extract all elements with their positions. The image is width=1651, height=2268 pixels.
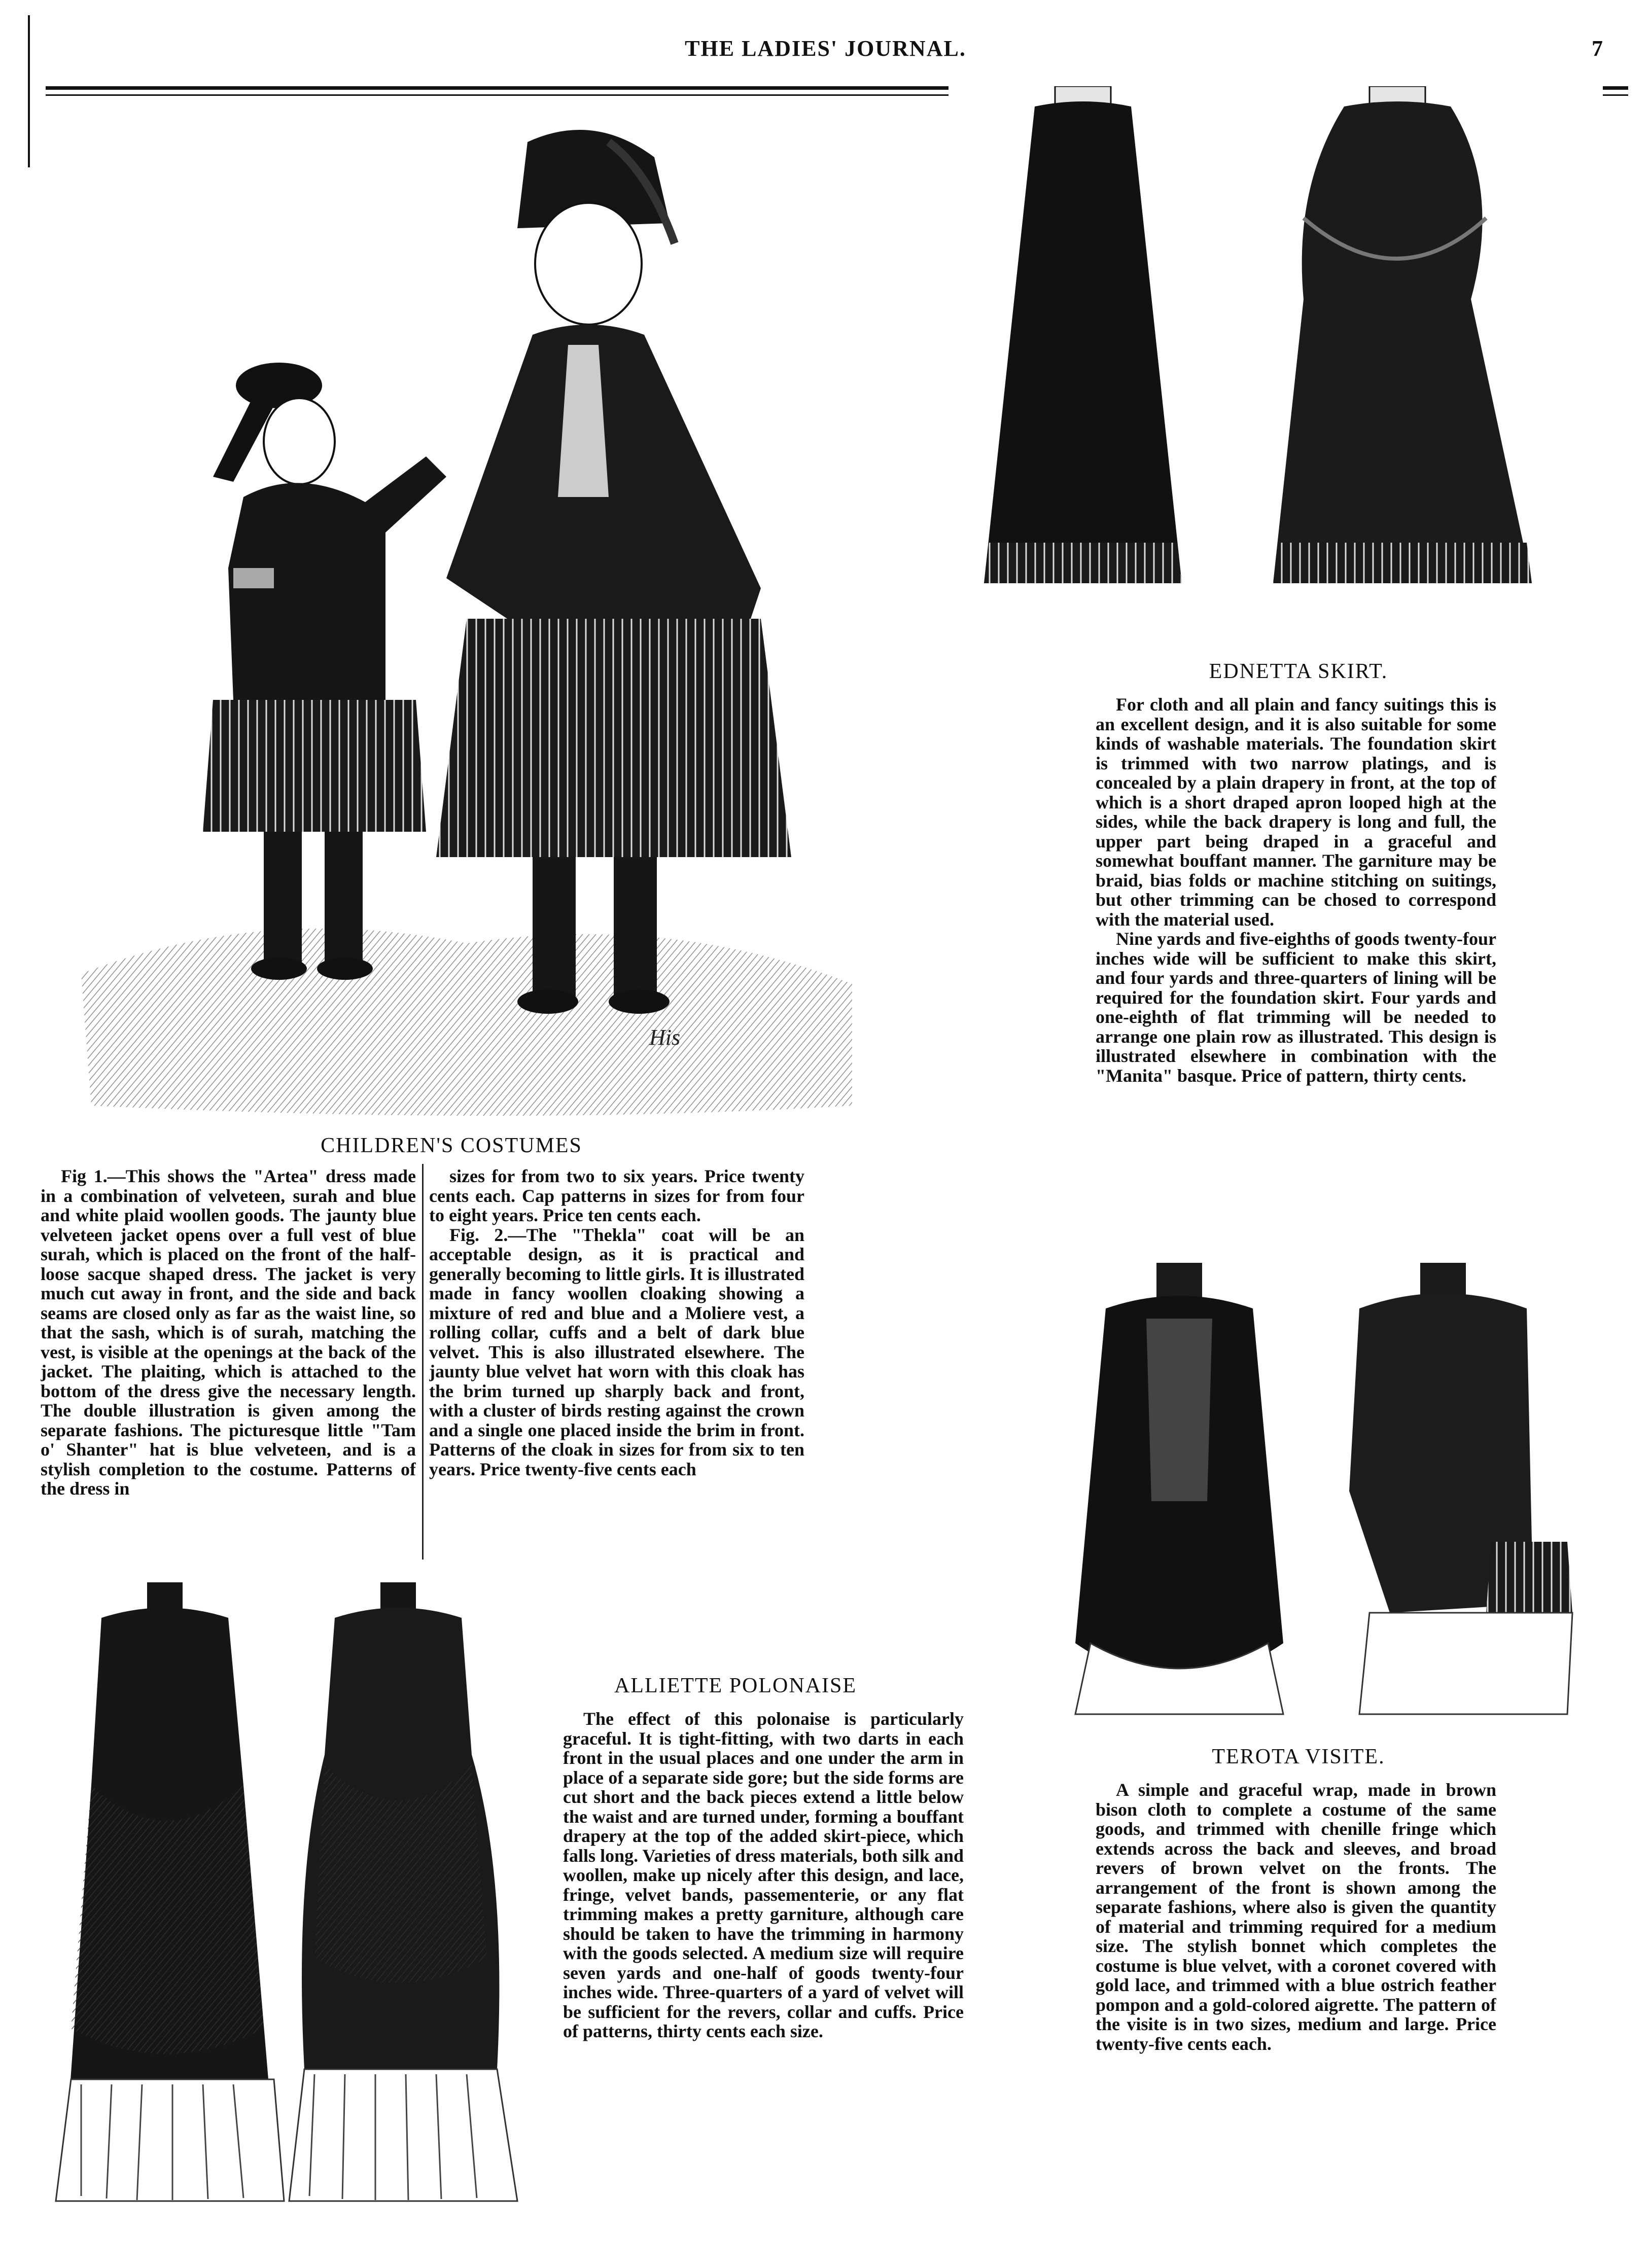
terota-visite-illustration xyxy=(1045,1258,1583,1724)
childrens-costumes-col2 xyxy=(429,1166,804,1562)
alliette-polonaise-illustration xyxy=(51,1572,538,2226)
childrens-costumes-fig2-text: Fig. 2.—The "Thekla" coat will be an acceptable design, as it is practical and generally becoming to little girls. It is illustrated made in fancy woollen cloaking showing a mixture of red and blue and a Moliere vest, a rolling collar, cuffs and a belt of dark blue velvet. This is also illustrated elsewhere. The jaunty blue velvet hat worn with this cloak has the brim turned up sharply back and front, with a cluster of birds resting against the crown and a single one placed inside the brim in front. Patterns of the cloak in sizes for from six to ten years. Price twenty-five cents each xyxy=(429,1224,804,1479)
masthead-title: THE LADIES' JOURNAL. xyxy=(685,36,966,61)
childrens-costumes-heading: CHILDREN'S COSTUMES xyxy=(321,1134,582,1157)
ednetta-skirt-heading: EDNETTA SKIRT. xyxy=(1209,660,1388,683)
ednetta-skirt-paragraph-1: For cloth and all plain and fancy suitings this is an excellent design, and it is also suitable for some kinds of washable materials. The foundation skirt is trimmed with two narrow platings, and is concealed by a plain drapery in front, at the top of which is a short draped apron looped high at the sides, while the back drapery is long and full, the upper part being draped in a graceful and somewhat bouffant manner. The garniture may be braid, bias folds or machine stitching on suitings, but other trimming can be chosed to correspond with the material used. xyxy=(1096,695,1496,930)
engraver-signature: His xyxy=(649,1025,681,1050)
terota-visite-paragraph: A simple and graceful wrap, made in brown bison cloth to complete a costume of the same goods, and trimmed with chenille fringe which extends across the back and sleeves, and broad revers of brown velvet on the fronts. The arrangement of the front is shown among the separate fashions, where also is given the quantity of material and trimming required for a medium size. The stylish bonnet which completes the costume is blue velvet, with a coronet covered with gold lace, and trimmed with a blue ostrich feather pompon and a gold-colored aigrette. The pattern of the visite is in two sizes, medium and large. Price twenty-five cents each. xyxy=(1096,1780,1496,2054)
terota-visite-heading: TEROTA VISITE. xyxy=(1212,1745,1385,1768)
childrens-costumes-sizes-text: sizes for from two to six years. Price twenty cents each. Cap patterns in sizes for from four to eight years. Price ten cents each. xyxy=(429,1166,804,1225)
terota-visite-text xyxy=(1096,1780,1496,2166)
childrens-costumes-illustration xyxy=(61,112,872,1131)
ednetta-skirt-paragraph-2: Nine yards and five-eighths of goods twenty-four inches wide will be sufficient to make this skirt, and four yards and three-quarters of lining will be required for the foundation skirt. Four yards and one-eighth of flat trimming will be needed to arrange one plain row as illustrated. This design is illustrated elsewhere in combination with the "Manita" basque. Price of pattern, thirty cents. xyxy=(1096,929,1496,1086)
column-divider xyxy=(422,1164,424,1560)
childrens-costumes-fig1-text: Fig 1.—This shows the "Artea" dress made in a combination of velveteen, surah and blue and white plaid woollen goods. The jaunty blue velveteen jacket opens over a full vest of blue surah, which is placed on the front of the half-loose sacque shaped dress. The jacket is very much cut away in front, and the side and back seams are closed only as far as the waist line, so that the sash, which is of surah, matching the vest, is visible at the openings at the back of the jacket. The plaiting, which is attached to the bottom of the dress give the necessary length. The double illustration is given among the separate fashions. The picturesque little "Tam o' Shanter" hat is blue velveteen, and is a stylish completion to the costume. Patterns of the dress in xyxy=(41,1166,416,1499)
ednetta-skirt-illustration xyxy=(949,86,1603,624)
alliette-polonaise-paragraph: The effect of this polonaise is particularly graceful. It is tight-fitting, with two darts in each front in the usual places and one under the arm in place of a separate side gore; but the side forms are cut short and the back pieces extend a little below the waist and are turned under, forming a bouffant drapery at the top of the added skirt-piece, which falls long. Varieties of dress materials, both silk and woollen, make up nicely after this design, and lace, fringe, velvet bands, passementerie, or any flat trimming makes a pretty garniture, although care should be taken to have the trimming in harmony with the goods selected. A medium size will require seven yards and one-half of goods twenty-four inches wide. Three-quarters of a yard of velvet will be sufficient for the revers, collar and cuffs. Price of patterns, thirty cents each size. xyxy=(563,1709,964,2041)
childrens-costumes-col1 xyxy=(41,1166,416,1562)
ednetta-skirt-text xyxy=(1096,695,1496,1197)
page-number: 7 xyxy=(1592,36,1603,61)
alliette-polonaise-heading: ALLIETTE POLONAISE xyxy=(614,1674,857,1697)
alliette-polonaise-text xyxy=(563,1709,964,2226)
